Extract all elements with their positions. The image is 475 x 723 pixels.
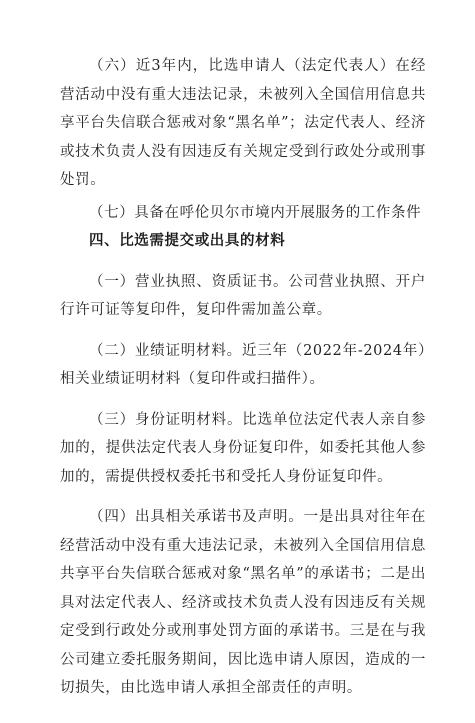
- material-item-3: （三）身份证明材料。比选单位法定代表人亲自参加的，提供法定代表人身份证复印件，如委托其他人参加的，需提供授权委托书和受托人身份证复印件。: [60, 411, 426, 485]
- paragraph-item-7: （七）具备在呼伦贝尔市境内开展服务的工作条件: [89, 204, 422, 221]
- material-item-1: （一）营业执照、资质证书。公司营业执照、开户行许可证等复印件，复印件需加盖公章。: [60, 273, 426, 318]
- material-item-2: （二）业绩证明材料。近三年（2022年-2024年）相关业绩证明材料（复印件或扫描件）。: [60, 342, 426, 387]
- document-page: [60, 52, 426, 703]
- paragraph-item-6: （六）近3年内，比选申请人（法定代表人）在经营活动中没有重大违法记录，未被列入全国信用信息共享平台失信联合惩戒对象“黑名单”；法定代表人、经济或技术负责人没有因违反有关规定受到行政处分或刑事处罚。: [60, 58, 426, 188]
- section-heading-4: 四、比选需提交或出具的材料: [89, 233, 286, 249]
- material-item-4: （四）出具相关承诺书及声明。一是出具对往年在经营活动中没有重大违法记录，未被列入全国信用信息共享平台失信联合惩戒对象“黑名单”的承诺书；二是出具对法定代表人、经济或技术负责人没有因违反有关规定受到行政处分或刑事处罚方面的承诺书。三是在与我公司建立委托服务期间，因比选申请人原因，造成的一切损失，由比选申请人承担全部责任的声明。: [60, 509, 426, 696]
